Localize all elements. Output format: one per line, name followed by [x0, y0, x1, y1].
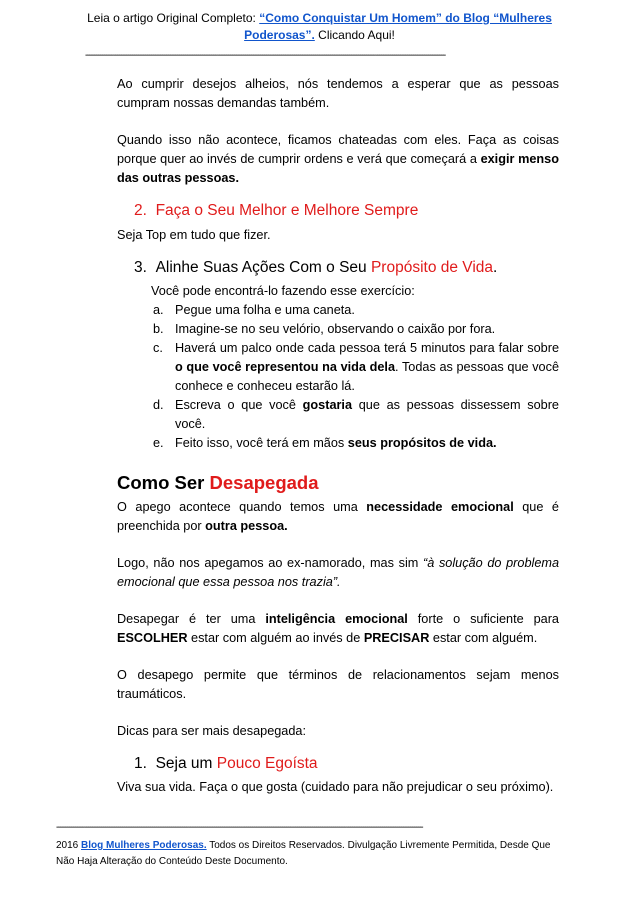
- document-body: [117, 75, 559, 797]
- paragraph: Dicas para ser mais desapegada:: [117, 724, 307, 738]
- header-suffix: Clicando Aqui!: [314, 28, 395, 42]
- article-link[interactable]: “Como Conquistar Um Homem” do Blog “Mulheres Poderosas”.: [244, 11, 552, 42]
- paragraph: Logo, não nos apegamos ao ex-namorado, mas sim “à solução do problema emocional que essa pessoa nos trazia”.: [117, 556, 559, 589]
- page-footer: 2016 Blog Mulheres Poderosas. Todos os Direitos Reservados. Divulgação Livremente Permitida, Desde Que Não Haja Alteração do Conteúdo Deste Documento.: [56, 840, 551, 867]
- numbered-heading-2: 2. Faça o Seu Melhor e Melhore Sempre: [134, 202, 419, 219]
- exercise-list: [117, 301, 559, 453]
- numbered-heading-3: 3. Alinhe Suas Ações Com o Seu Propósito de Vida.: [134, 259, 498, 276]
- list-item: d. Escreva o que você gostaria que as pessoas dissessem sobre você.: [153, 398, 559, 431]
- paragraph: O desapego permite que términos de relacionamentos sejam menos traumáticos.: [117, 668, 559, 701]
- section-title: Como Ser Desapegada: [117, 472, 319, 493]
- paragraph: Seja Top em tudo que fizer.: [117, 228, 271, 242]
- numbered-heading-tip: 1. Seja um Pouco Egoísta: [134, 755, 318, 772]
- header-divider: -------------------------------------------------------------------------------------------------------------------------------------------------------------------------: [85, 51, 445, 61]
- paragraph: Quando isso não acontece, ficamos chateadas com eles. Faça as coisas porque quer ao invés de cumprir ordens e verá que começará a exigir menso das outras pessoas.: [117, 133, 559, 185]
- list-item: a. Pegue uma folha e uma caneta.: [153, 303, 355, 317]
- paragraph: Você pode encontrá-lo fazendo esse exercício:: [151, 284, 415, 298]
- paragraph: O apego acontece quando temos uma necessidade emocional que é preenchida por outra pessoa.: [117, 500, 559, 533]
- header-prefix: Leia o artigo Original Completo:: [87, 11, 260, 25]
- page-header: [60, 10, 579, 44]
- footer-divider: ----------------------------------------------------------------------------------------------------------------------------------------------------------------------------: [56, 823, 423, 833]
- paragraph: Ao cumprir desejos alheios, nós tendemos a esperar que as pessoas cumpram nossas demandas também.: [117, 77, 559, 110]
- paragraph: Viva sua vida. Faça o que gosta (cuidado para não prejudicar o seu próximo).: [117, 780, 554, 794]
- paragraph: Desapegar é ter uma inteligência emocional forte o suficiente para ESCOLHER estar com alguém ao invés de PRECISAR estar com alguém.: [117, 612, 559, 645]
- list-item: c. Haverá um palco onde cada pessoa terá 5 minutos para falar sobre o que você representou na vida dela. Todas as pessoas que você conhece e conheceu estarão lá.: [153, 341, 559, 393]
- blog-link[interactable]: Blog Mulheres Poderosas.: [81, 840, 207, 851]
- list-item: b. Imagine-se no seu velório, observando o caixão por fora.: [153, 322, 496, 336]
- list-item: e. Feito isso, você terá em mãos seus propósitos de vida.: [153, 436, 497, 450]
- bold-text: exigir menso das outras pessoas.: [117, 152, 559, 185]
